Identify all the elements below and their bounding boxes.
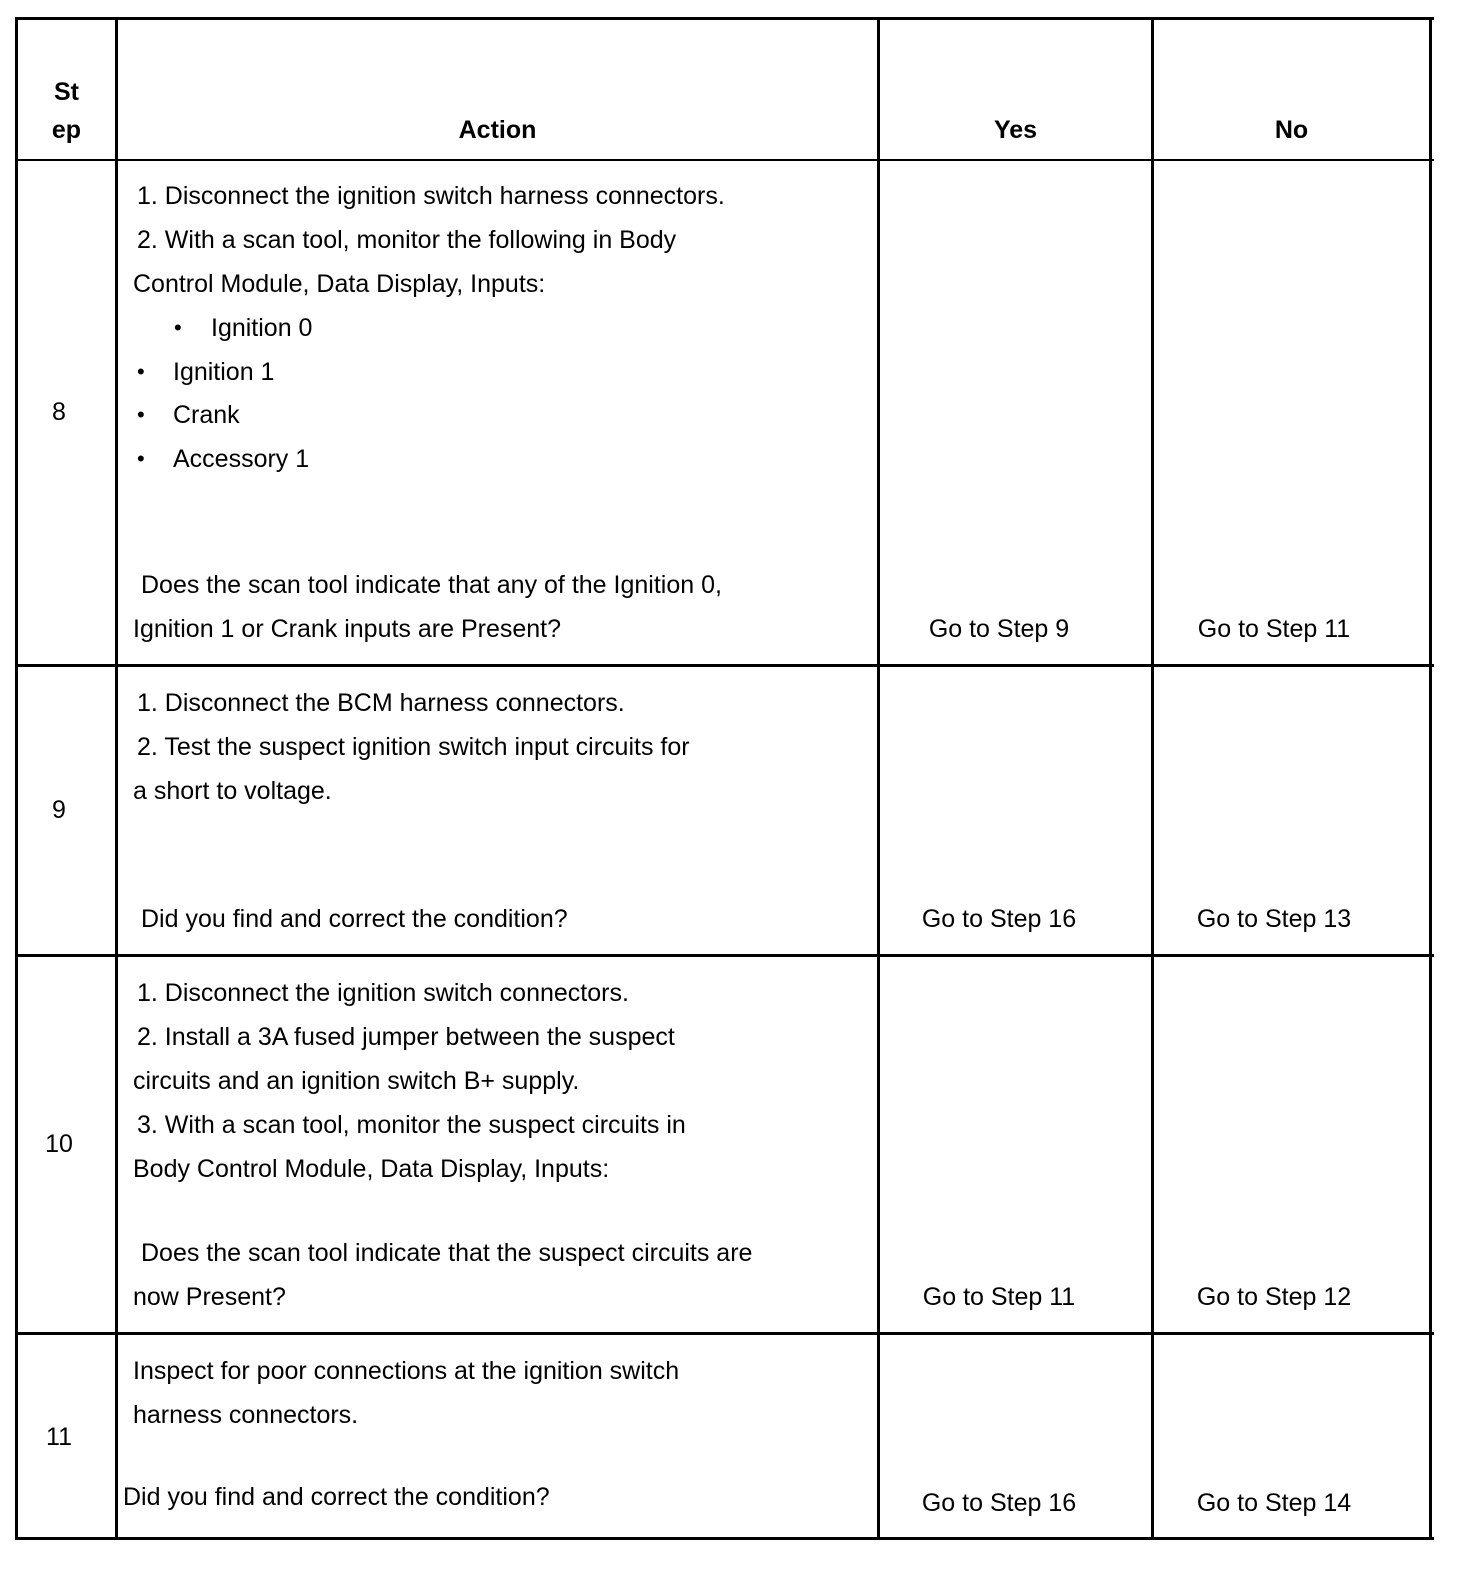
table-border-left xyxy=(15,17,18,1540)
question-line: Ignition 1 or Crank inputs are Present? xyxy=(133,615,562,643)
bullet-icon: • xyxy=(137,446,145,471)
no-result: Go to Step 13 xyxy=(1196,905,1352,933)
question-line: Did you find and correct the condition? xyxy=(141,905,568,933)
bullet-item: Accessory 1 xyxy=(173,445,310,473)
table-border-top xyxy=(15,17,1434,20)
action-line: 2. Install a 3A fused jumper between the suspect xyxy=(137,1023,675,1051)
step-number: 9 xyxy=(52,796,66,824)
question-line: Does the scan tool indicate that any of the Ignition 0, xyxy=(141,571,722,599)
table-border-bottom xyxy=(15,1537,1434,1540)
action-line: 1. Disconnect the BCM harness connectors. xyxy=(137,689,625,717)
row-divider xyxy=(15,159,1434,161)
action-line: 1. Disconnect the ignition switch harness connectors. xyxy=(137,182,725,210)
row-divider xyxy=(15,664,1434,667)
no-result: Go to Step 11 xyxy=(1197,615,1351,643)
step-number: 11 xyxy=(46,1423,72,1451)
no-result: Go to Step 14 xyxy=(1196,1489,1352,1517)
step-number: 10 xyxy=(45,1130,73,1158)
yes-result: Go to Step 9 xyxy=(928,615,1070,643)
yes-result: Go to Step 16 xyxy=(921,1489,1077,1517)
yes-result: Go to Step 16 xyxy=(921,905,1077,933)
table-border-right xyxy=(1429,17,1432,1540)
header-yes: Yes xyxy=(993,116,1038,144)
action-line: Body Control Module, Data Display, Inputs: xyxy=(133,1155,610,1183)
header-no: No xyxy=(1274,116,1309,144)
action-line: Control Module, Data Display, Inputs: xyxy=(133,270,546,298)
header-step-line2: ep xyxy=(51,116,82,144)
bullet-icon: • xyxy=(137,359,145,384)
bullet-item: Ignition 1 xyxy=(173,358,275,386)
action-line: 2. With a scan tool, monitor the following in Body xyxy=(137,226,677,254)
action-line: harness connectors. xyxy=(133,1401,359,1429)
no-result: Go to Step 12 xyxy=(1196,1283,1352,1311)
question-line: Did you find and correct the condition? xyxy=(123,1483,550,1511)
question-line: now Present? xyxy=(133,1283,286,1311)
row-divider xyxy=(15,954,1434,957)
row-divider xyxy=(15,1332,1434,1335)
action-line: a short to voltage. xyxy=(133,777,332,805)
bullet-icon: • xyxy=(174,315,182,340)
bullet-icon: • xyxy=(137,402,145,427)
action-line: 1. Disconnect the ignition switch connectors. xyxy=(137,979,629,1007)
yes-result: Go to Step 11 xyxy=(922,1283,1076,1311)
header-action: Action xyxy=(458,116,537,144)
action-line: Inspect for poor connections at the ignition switch xyxy=(133,1357,680,1385)
step-number: 8 xyxy=(52,398,66,426)
action-line: 3. With a scan tool, monitor the suspect circuits in xyxy=(137,1111,686,1139)
action-line: 2. Test the suspect ignition switch input circuits for xyxy=(137,733,690,761)
header-step-line1: St xyxy=(54,78,79,106)
bullet-item: Ignition 0 xyxy=(211,314,313,342)
question-line: Does the scan tool indicate that the suspect circuits are xyxy=(141,1239,753,1267)
col-divider xyxy=(115,17,118,1540)
action-line: circuits and an ignition switch B+ supply. xyxy=(133,1067,580,1095)
bullet-item: Crank xyxy=(173,401,240,429)
